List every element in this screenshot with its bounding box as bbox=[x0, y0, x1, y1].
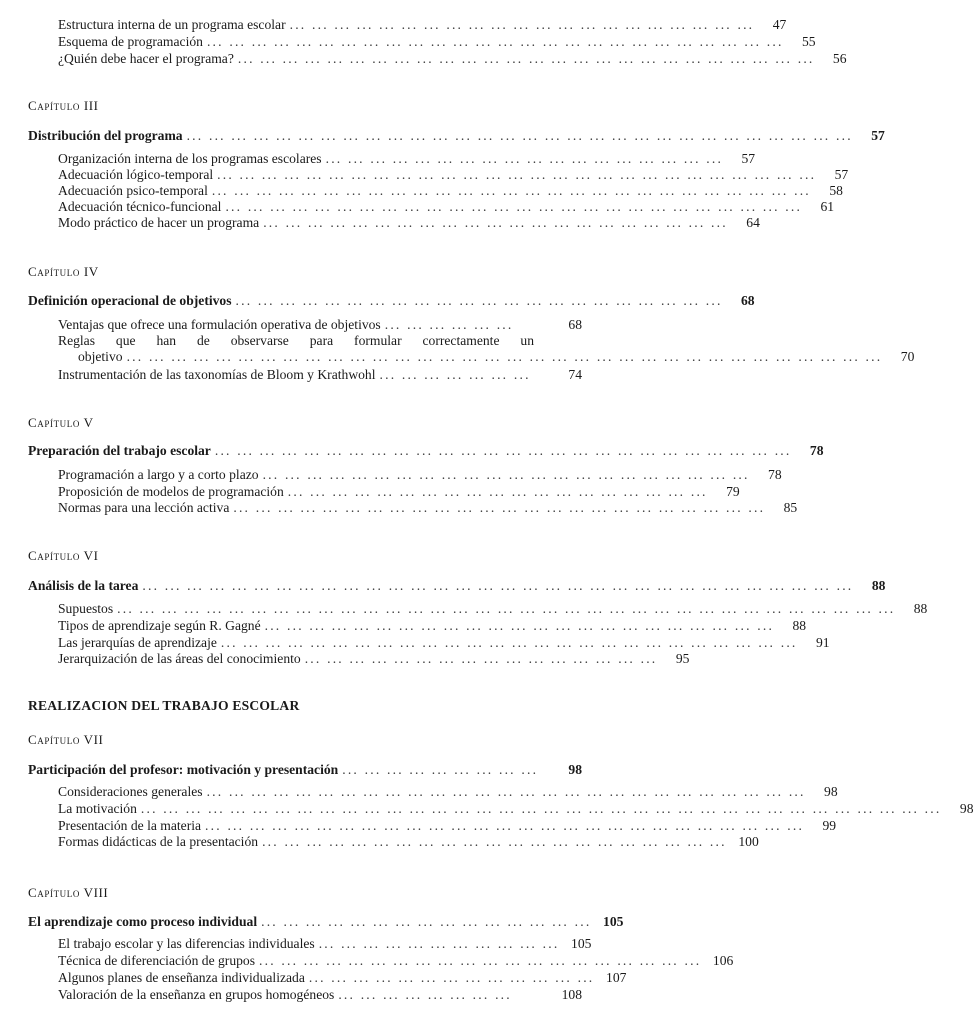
toc-entry-page: 55 bbox=[802, 34, 816, 49]
dot-leader: ... ... ... ... ... ... ... ... ... ... ... ... ... ... ... ... ... ... ... ... ... ... ... ... ... ... bbox=[214, 443, 792, 458]
dot-leader: ... ... ... ... ... ... ... ... ... ... ... bbox=[318, 936, 560, 951]
toc-entry-page: 78 bbox=[768, 467, 782, 482]
toc-entry-label: Esquema de programación bbox=[58, 34, 203, 49]
toc-entry-label: Algunos planes de enseñanza individualizada bbox=[58, 970, 305, 985]
dot-leader: ... ... ... ... ... ... ... ... ... ... ... ... ... ... ... ... ... ... ... ... ... ... ... ... ... ... bbox=[237, 51, 815, 66]
chapter-heading: Capítulo III bbox=[28, 98, 99, 113]
toc-entry-label: Supuestos bbox=[58, 601, 114, 616]
toc-entry bbox=[58, 817, 837, 834]
chapter-title-entry bbox=[28, 913, 624, 930]
toc-entry-label: Programación a largo y a corto plazo bbox=[58, 467, 259, 482]
chapter-title: Análisis de la tarea bbox=[28, 578, 139, 593]
toc-entry-page: 74 bbox=[568, 367, 582, 382]
toc-entry-label: El trabajo escolar y las diferencias individuales bbox=[58, 936, 315, 951]
toc-entry bbox=[58, 214, 760, 231]
toc-entry-page: 85 bbox=[783, 500, 798, 515]
dot-leader: ... ... ... ... ... ... ... ... ... ... ... ... ... ... ... ... ... ... ... ... ... bbox=[289, 17, 755, 32]
toc-entry-label: Instrumentación de las taxonomías de Bloom y Krathwohl bbox=[58, 367, 376, 382]
toc-entry-label: Formas didácticas de la presentación bbox=[58, 834, 259, 849]
toc-entry-page: 70 bbox=[900, 349, 915, 364]
dot-leader: ... ... ... ... ... ... ... ... ... ... ... ... ... ... ... ... ... ... ... ... bbox=[259, 953, 702, 968]
toc-entry bbox=[58, 783, 838, 800]
dot-leader: ... ... ... ... ... ... ... ... ... ... ... ... ... ... ... ... ... ... ... ... ... ... ... ... ... ... ... ... ... ... ... ... ... ... ... ... bbox=[140, 801, 942, 816]
chapter-title: El aprendizaje como proceso individual bbox=[28, 914, 258, 929]
dot-leader: ... ... ... ... ... ... ... ... ... ... ... ... ... ... ... ... ... ... bbox=[325, 151, 724, 166]
toc-entry-wrapped-line: Reglas que han de observarse para formular correctamente un bbox=[58, 333, 534, 348]
chapter-title: Distribución del programa bbox=[28, 128, 183, 143]
toc-entry bbox=[58, 935, 592, 952]
chapter-title-page: 98 bbox=[568, 762, 582, 777]
toc-entry-label: Adecuación psico-temporal bbox=[58, 183, 208, 198]
toc-entry-label: Tipos de aprendizaje según R. Gagné bbox=[58, 618, 261, 633]
toc-entry-page: 105 bbox=[571, 936, 592, 951]
toc-entry bbox=[58, 969, 627, 986]
chapter-title-page: 68 bbox=[741, 293, 755, 308]
part-title: REALIZACION DEL TRABAJO ESCOLAR bbox=[28, 698, 300, 713]
toc-entry-label: Ventajas que ofrece una formulación operativa de objetivos bbox=[58, 317, 381, 332]
toc-entry bbox=[58, 16, 787, 33]
dot-leader: ... ... ... ... ... ... bbox=[384, 317, 514, 332]
chapter-heading: Capítulo VI bbox=[28, 548, 99, 563]
dot-leader: ... ... ... ... ... ... ... ... ... ... ... ... ... ... ... ... ... ... ... ... ... ... ... ... ... ... ... ... ... ... ... ... bbox=[142, 578, 854, 593]
dot-leader: ... ... ... ... ... ... ... ... ... ... ... ... ... ... ... ... ... ... ... ... ... ... ... ... ... ... bbox=[220, 635, 798, 650]
dot-leader: ... ... ... ... ... ... ... ... ... ... ... ... ... ... ... ... ... ... ... ... ... ... ... ... ... ... ... ... ... ... ... ... ... ... bbox=[126, 349, 883, 364]
dot-leader: ... ... ... ... ... ... ... ... ... ... ... ... ... ... ... ... ... ... ... ... ... ... ... bbox=[264, 618, 775, 633]
toc-entry-label: Consideraciones generales bbox=[58, 784, 203, 799]
dot-leader: ... ... ... ... ... ... ... ... ... ... ... ... ... ... ... ... ... ... ... ... ... ... ... ... ... ... ... bbox=[211, 183, 811, 198]
toc-entry-page: 58 bbox=[829, 183, 843, 198]
dot-leader: ... ... ... ... ... ... ... ... ... ... ... ... ... ... ... ... ... ... ... bbox=[287, 484, 708, 499]
toc-entry bbox=[58, 316, 582, 333]
chapter-title-page: 78 bbox=[809, 443, 824, 458]
toc-entry-page: 61 bbox=[820, 199, 835, 214]
toc-entry-label: Presentación de la materia bbox=[58, 818, 202, 833]
toc-entry bbox=[58, 150, 756, 167]
toc-entry-page: 79 bbox=[726, 484, 740, 499]
chapter-heading: Capítulo IV bbox=[28, 264, 99, 279]
toc-entry bbox=[58, 366, 582, 383]
toc-entry bbox=[58, 600, 928, 617]
toc-entry-page: 57 bbox=[741, 151, 756, 166]
dot-leader: ... ... ... ... ... ... ... ... ... ... ... ... ... ... ... ... ... ... ... ... ... ... ... ... bbox=[233, 500, 766, 515]
toc-entry bbox=[58, 833, 759, 850]
toc-entry-page: 99 bbox=[822, 818, 837, 833]
toc-entry-page: 56 bbox=[832, 51, 847, 66]
chapter-heading: Capítulo VII bbox=[28, 732, 104, 747]
toc-entry-label: ¿Quién debe hacer el programa? bbox=[58, 51, 234, 66]
dot-leader: ... ... ... ... ... ... ... ... ... ... ... ... ... ... ... ... ... ... ... ... ... ... ... ... ... ... bbox=[206, 34, 784, 49]
toc-entry bbox=[58, 650, 690, 667]
chapter-title-entry bbox=[28, 442, 824, 459]
toc-entry bbox=[58, 617, 807, 634]
dot-leader: ... ... ... ... ... ... ... ... ... ... ... ... ... ... ... bbox=[261, 914, 592, 929]
dot-leader: ... ... ... ... ... ... ... ... ... ... ... ... ... ... ... ... ... ... ... ... ... ... bbox=[235, 293, 723, 308]
toc-entry-page: 88 bbox=[913, 601, 928, 616]
toc-entry-page: 98 bbox=[959, 801, 973, 816]
chapter-heading: Capítulo V bbox=[28, 415, 94, 430]
dot-leader: ... ... ... ... ... ... ... bbox=[379, 367, 531, 382]
toc-entry-page: 108 bbox=[561, 987, 582, 1002]
toc-entry-page: 68 bbox=[568, 317, 582, 332]
toc-entry bbox=[58, 499, 798, 516]
chapter-title-page: 57 bbox=[871, 128, 885, 143]
toc-entry-label: Proposición de modelos de programación bbox=[58, 484, 284, 499]
toc-entry-page: 91 bbox=[815, 635, 830, 650]
toc-entry bbox=[58, 952, 734, 969]
toc-entry-page: 88 bbox=[792, 618, 807, 633]
toc-entry-page: 64 bbox=[746, 215, 760, 230]
dot-leader: ... ... ... ... ... ... ... ... ... ... ... ... ... ... ... ... ... ... ... ... ... ... ... ... ... ... ... bbox=[206, 784, 806, 799]
dot-leader: ... ... ... ... ... ... ... ... ... ... ... ... ... ... ... ... ... ... ... ... ... ... bbox=[262, 467, 750, 482]
toc-entry-label: objetivo bbox=[78, 349, 123, 364]
toc-entry bbox=[58, 483, 740, 500]
dot-leader: ... ... ... ... ... ... ... ... ... ... ... ... ... ... ... ... ... ... ... ... ... ... ... ... ... ... bbox=[225, 199, 803, 214]
toc-entry-label: Modo práctico de hacer un programa bbox=[58, 215, 260, 230]
chapter-title: Definición operacional de objetivos bbox=[28, 293, 232, 308]
dot-leader: ... ... ... ... ... ... ... ... ... ... ... ... ... ... ... ... bbox=[304, 651, 658, 666]
chapter-title-entry bbox=[28, 761, 582, 778]
toc-entry-label: Adecuación técnico-funcional bbox=[58, 199, 222, 214]
chapter-title: Preparación del trabajo escolar bbox=[28, 443, 211, 458]
toc-entry bbox=[58, 800, 973, 817]
toc-entry-page: 100 bbox=[738, 834, 759, 849]
dot-leader: ... ... ... ... ... ... ... ... bbox=[338, 987, 512, 1002]
toc-entry-label: Adecuación lógico-temporal bbox=[58, 167, 214, 182]
dot-leader: ... ... ... ... ... ... ... ... ... ... ... ... ... bbox=[308, 970, 595, 985]
chapter-title-page: 105 bbox=[603, 914, 624, 929]
toc-entry-label: Valoración de la enseñanza en grupos homogéneos bbox=[58, 987, 335, 1002]
toc-entry bbox=[58, 166, 849, 183]
chapter-heading: Capítulo VIII bbox=[28, 885, 109, 900]
dot-leader: ... ... ... ... ... ... ... ... ... bbox=[342, 762, 539, 777]
toc-entry-page: 47 bbox=[772, 17, 787, 32]
dot-leader: ... ... ... ... ... ... ... ... ... ... ... ... ... ... ... ... ... ... ... ... ... ... ... ... ... ... ... ... ... ... ... ... ... ... ... bbox=[117, 601, 896, 616]
toc-entry-label: Jerarquización de las áreas del conocimiento bbox=[58, 651, 301, 666]
toc-entry-page: 98 bbox=[824, 784, 838, 799]
dot-leader: ... ... ... ... ... ... ... ... ... ... ... ... ... ... ... ... ... ... ... ... ... ... ... ... ... ... ... ... ... ... bbox=[186, 128, 853, 143]
chapter-title-entry bbox=[28, 292, 755, 309]
toc-entry bbox=[78, 348, 915, 365]
toc-entry-page: 57 bbox=[834, 167, 849, 182]
toc-entry-page: 107 bbox=[606, 970, 627, 985]
toc-entry bbox=[58, 50, 847, 67]
toc-entry-label: Técnica de diferenciación de grupos bbox=[58, 953, 256, 968]
toc-entry-label: Las jerarquías de aprendizaje bbox=[58, 635, 217, 650]
toc-entry bbox=[58, 634, 830, 651]
dot-leader: ... ... ... ... ... ... ... ... ... ... ... ... ... ... ... ... ... ... ... ... ... ... ... ... ... ... ... bbox=[217, 167, 817, 182]
dot-leader: ... ... ... ... ... ... ... ... ... ... ... ... ... ... ... ... ... ... ... ... ... bbox=[263, 215, 728, 230]
toc-entry-label: Estructura interna de un programa escolar bbox=[58, 17, 286, 32]
toc-entry bbox=[58, 33, 816, 50]
toc-entry bbox=[58, 466, 782, 483]
dot-leader: ... ... ... ... ... ... ... ... ... ... ... ... ... ... ... ... ... ... ... ... ... bbox=[262, 834, 727, 849]
toc-entry-page: 95 bbox=[675, 651, 690, 666]
toc-entry bbox=[58, 986, 582, 1003]
toc-entry-label: Organización interna de los programas escolares bbox=[58, 151, 322, 166]
chapter-title-entry bbox=[28, 577, 886, 594]
toc-entry-label: La motivación bbox=[58, 801, 137, 816]
dot-leader: ... ... ... ... ... ... ... ... ... ... ... ... ... ... ... ... ... ... ... ... ... ... ... ... ... ... ... bbox=[205, 818, 805, 833]
toc-entry-page: 106 bbox=[712, 953, 734, 968]
chapter-title-page: 88 bbox=[871, 578, 886, 593]
toc-entry-label: Normas para una lección activa bbox=[58, 500, 230, 515]
toc-entry bbox=[58, 198, 835, 215]
chapter-title-entry bbox=[28, 127, 885, 144]
toc-entry bbox=[58, 182, 843, 199]
chapter-title: Participación del profesor: motivación y presentación bbox=[28, 762, 339, 777]
